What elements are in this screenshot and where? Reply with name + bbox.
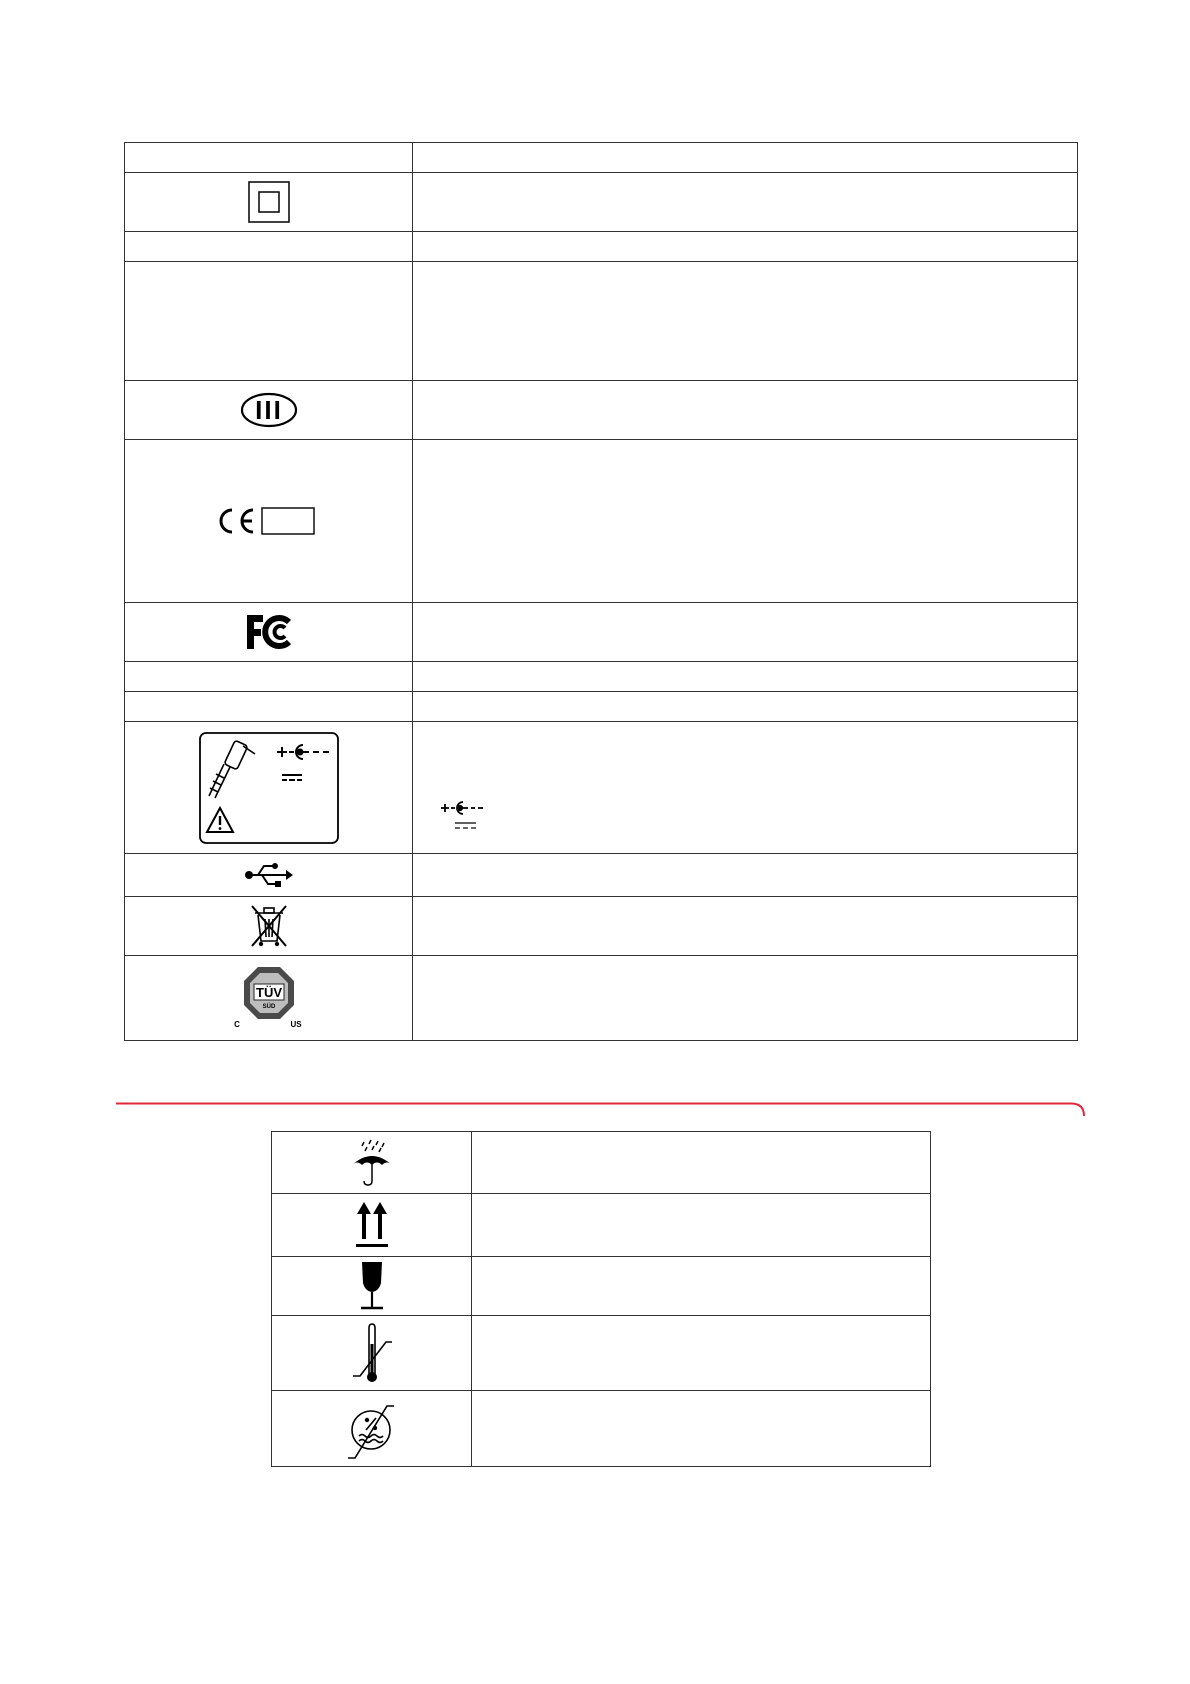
symbol-cell (125, 381, 413, 440)
description-cell (413, 722, 1078, 854)
table-row (125, 232, 1078, 262)
symbol-cell (272, 1257, 472, 1316)
symbol-cell (272, 1316, 472, 1391)
description-cell (472, 1194, 931, 1257)
protection-class-label: III (254, 395, 283, 425)
table-row (125, 662, 1078, 692)
description-cell (472, 1257, 931, 1316)
tuv-c-text: C (233, 1020, 240, 1029)
this-way-up-arrows-icon (355, 1201, 389, 1249)
symbol-cell (125, 143, 413, 173)
description-cell (472, 1132, 931, 1194)
tuv-brand-text: TÜV (255, 985, 282, 1000)
table-row (125, 897, 1078, 956)
table-row (272, 1132, 931, 1194)
description-cell (413, 232, 1078, 262)
dc-power-label-icon (199, 732, 339, 844)
table-row (125, 173, 1078, 232)
table-row (125, 854, 1078, 897)
symbol-cell (125, 956, 413, 1041)
symbol-cell (125, 262, 413, 381)
table-row (125, 692, 1078, 722)
table-row (272, 1316, 931, 1391)
symbol-cell (125, 722, 413, 854)
symbol-cell (125, 173, 413, 232)
dc-polarity-icon (439, 800, 487, 834)
table-row (125, 262, 1078, 381)
fragile-glass-icon (359, 1261, 385, 1311)
storage-symbols-table (271, 1131, 931, 1467)
table-row (272, 1257, 931, 1316)
tuv-sud-c-us-icon (230, 965, 308, 1031)
description-cell (413, 603, 1078, 662)
description-cell (472, 1391, 931, 1467)
symbol-cell (125, 232, 413, 262)
table-row (125, 440, 1078, 603)
symbol-cell (125, 440, 413, 603)
table-row (272, 1194, 931, 1257)
symbol-cell (272, 1194, 472, 1257)
symbol-cell (272, 1132, 472, 1194)
description-cell (413, 440, 1078, 603)
table-row (125, 603, 1078, 662)
symbol-cell (125, 854, 413, 897)
description-cell (413, 262, 1078, 381)
description-cell (413, 897, 1078, 956)
symbols-table (124, 142, 1078, 1041)
temperature-limit-icon (351, 1322, 393, 1384)
description-cell (413, 173, 1078, 232)
tuv-us-text: US (289, 1020, 302, 1029)
description-cell (413, 143, 1078, 173)
table-row (125, 143, 1078, 173)
table-row (272, 1391, 931, 1467)
description-cell (413, 956, 1078, 1041)
table-row (125, 722, 1078, 854)
description-cell (413, 662, 1078, 692)
table-row (125, 381, 1078, 440)
symbol-cell (272, 1391, 472, 1467)
symbol-cell (125, 662, 413, 692)
section-divider-rule (116, 1102, 1086, 1120)
double-insulation-icon (248, 181, 290, 223)
symbol-cell (125, 692, 413, 722)
description-cell (472, 1316, 931, 1391)
usb-icon (244, 862, 294, 888)
description-cell (413, 854, 1078, 897)
humidity-limit-icon (346, 1398, 398, 1460)
description-cell (413, 692, 1078, 722)
table-row (125, 956, 1078, 1041)
fcc-logo-icon (245, 613, 293, 651)
symbol-cell (125, 603, 413, 662)
keep-dry-umbrella-icon (351, 1139, 393, 1187)
protection-class-iii-icon (240, 392, 298, 428)
weee-crossed-bin-icon (249, 903, 289, 949)
ce-mark-icon (219, 506, 319, 536)
symbol-cell (125, 897, 413, 956)
description-cell (413, 381, 1078, 440)
tuv-sub-text: SÜD (262, 1004, 275, 1010)
